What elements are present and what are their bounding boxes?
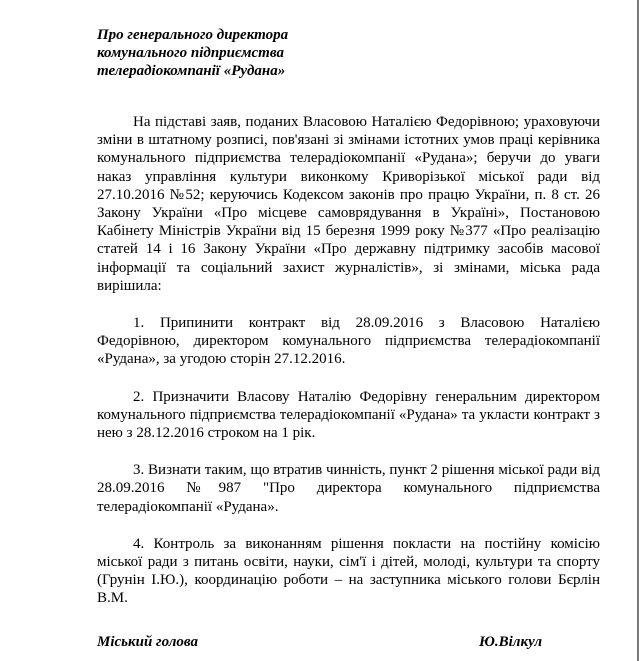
document-title [97, 26, 288, 80]
preamble-paragraph: На підставі заяв, поданих Власовою Наталією Федорівною; ураховуючи зміни в штатному розписі, пов'язані зі змінами істотних умов праці керівника комунального підприємства телерадіокомпанії «Рудана»; беручи до уваги наказ управління культури виконкому Криворізької міської ради від 27.10.2016 №52; керуючись Кодексом законів про працю України, п. 8 ст. 26 Закону України «Про місцеве самоврядування в Україні», Постановою Кабінету Міністрів України від 15 березня 1999 року №377 «Про реалізацію статей 14 і 16 Закону України «Про державну підтримку засобів масової інформації та соціальний захист журналістів», зі змінами, міська рада вирішила: [97, 114, 600, 294]
signature-name: Ю.Вілкул [479, 634, 543, 650]
decision-body [97, 113, 600, 608]
decision-item-1: 1. Припинити контракт від 28.09.2016 з Власовою Наталією Федорівною, директором комунального підприємства телерадіокомпанії «Рудана», за угодою сторін 27.12.2016. [97, 315, 600, 368]
signature-position: Міський голова [97, 634, 199, 650]
title-line-1: Про генерального директора [97, 27, 289, 43]
decision-item-4: 4. Контроль за виконанням рішення покласти на постійну комісію міської ради з питань освіти, науки, сім'ї і дітей, молоді, культури та спорту (Грунін І.Ю.), координацію роботи – на заступника міського голови Бєрлін В.М. [97, 535, 600, 607]
decision-item-3: 3. Визнати таким, що втратив чинність, пункт 2 рішення міської ради від 28.09.2016 №987 "Про директора комунального підприємства телерадіокомпанії «Рудана». [97, 462, 600, 515]
decision-item-2: 2. Призначити Власову Наталію Федорівну генеральним директором комунального підприємства телерадіокомпанії «Рудана» та укласти контракт з нею з 28.12.2016 строком на 1 рік. [97, 388, 600, 442]
title-line-2: комунального підприємства [97, 45, 284, 61]
title-line-3: телерадіокомпанії «Рудана» [97, 63, 286, 79]
signature-block [97, 633, 600, 651]
